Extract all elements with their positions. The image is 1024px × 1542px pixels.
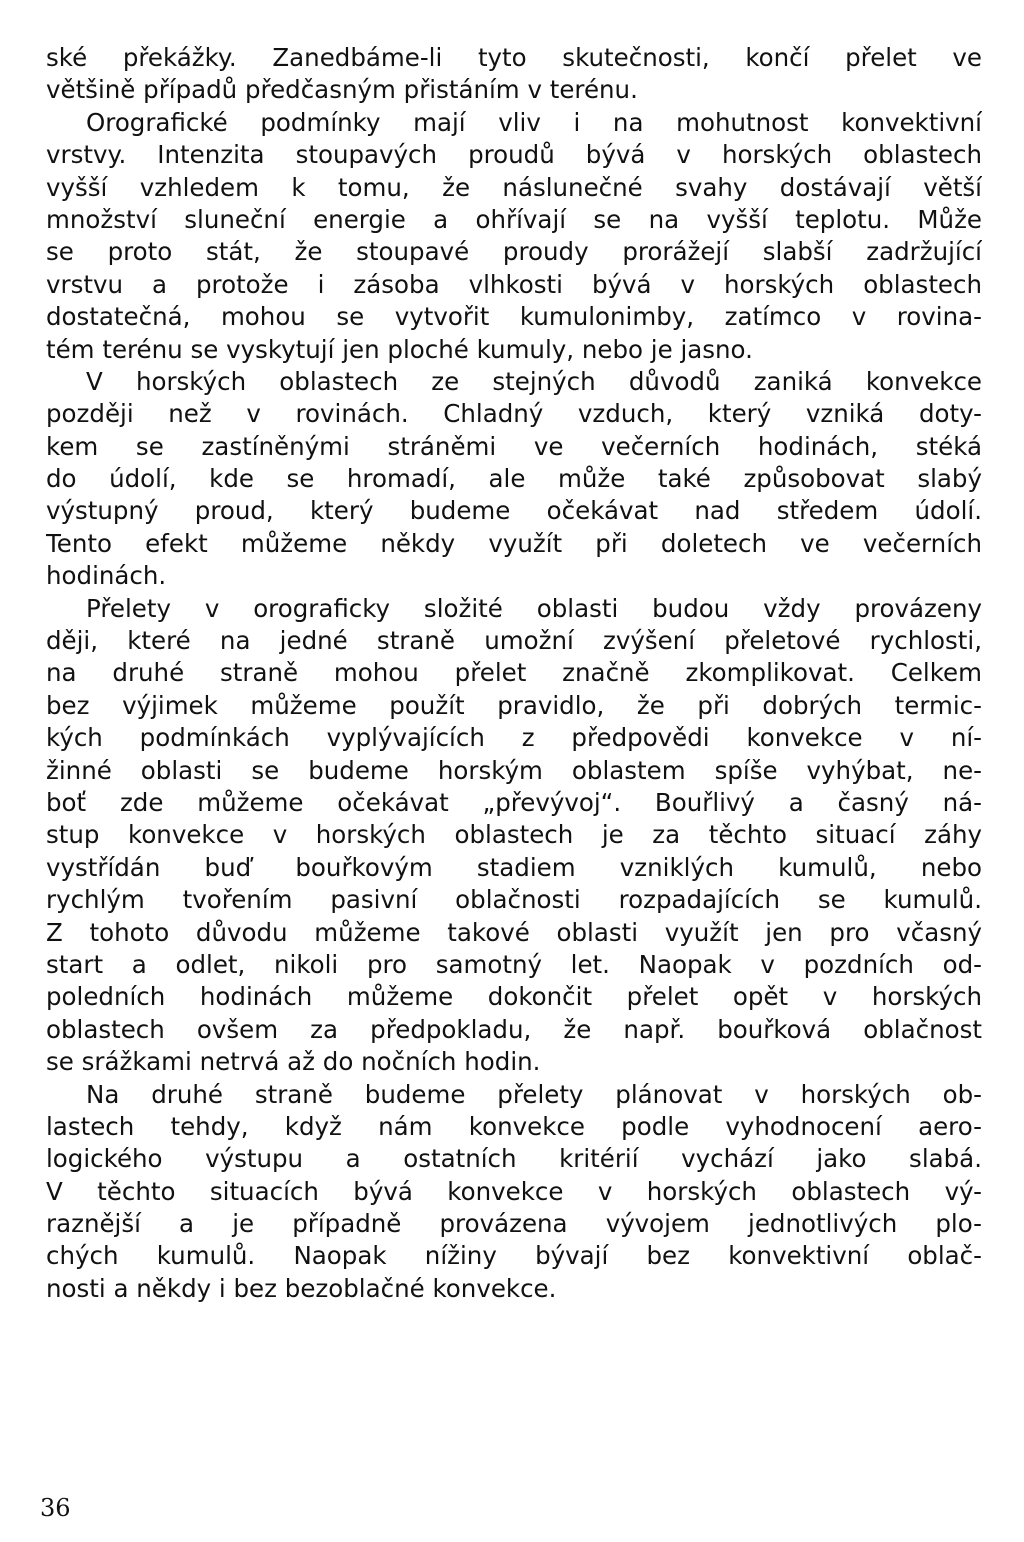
text-line: množství sluneční energie a ohřívají se na vyšší teplotu. Může: [46, 204, 982, 234]
text-line: logického výstupu a ostatních kritérií vychází jako slabá.: [46, 1144, 982, 1174]
text-line: do údolí, kde se hromadí, ale může také způsobovat slabý: [46, 464, 982, 494]
text-line: se srážkami netrvá až do nočních hodin.: [46, 1047, 541, 1077]
text-line: lastech tehdy, když nám konvekce podle vyhodnocení aero-: [46, 1111, 982, 1141]
text-line: na druhé straně mohou přelet značně zkomplikovat. Celkem: [46, 658, 982, 688]
text-line: V horských oblastech ze stejných důvodů zaniká konvekce: [86, 366, 982, 396]
text-line: vrstvy. Intenzita stoupavých proudů bývá v horských oblastech: [46, 140, 982, 170]
text-line: Z tohoto důvodu můžeme takové oblasti využít jen pro včasný: [46, 917, 982, 947]
text-line: kých podmínkách vyplývajících z předpovědi konvekce v ní-: [46, 723, 982, 753]
text-line: oblastech ovšem za předpokladu, že např. bouřková oblačnost: [46, 1014, 982, 1044]
text-line: rychlým tvořením pasivní oblačnosti rozpadajících se kumulů.: [46, 885, 982, 915]
text-line: většině případů předčasným přistáním v terénu.: [46, 75, 638, 105]
text-line: vyšší vzhledem k tomu, že náslunečné svahy dostávají větší: [46, 172, 982, 202]
text-line: raznější a je případně provázena vývojem jednotlivých plo-: [46, 1209, 982, 1239]
text-line: dostatečná, mohou se vytvořit kumulonimby, zatímco v rovina-: [46, 302, 982, 332]
text-line: start a odlet, nikoli pro samotný let. Naopak v pozdních od-: [46, 949, 982, 979]
text-line: se proto stát, že stoupavé proudy prorážejí slabší zadržující: [46, 237, 982, 267]
text-line: Na druhé straně budeme přelety plánovat v horských ob-: [86, 1079, 982, 1109]
text-line: chých kumulů. Naopak nížiny bývají bez konvektivní oblač-: [46, 1241, 982, 1271]
text-line: boť zde můžeme očekávat „převývoj“. Bouřlivý a časný ná-: [46, 787, 982, 817]
text-line: Orografické podmínky mají vliv i na mohutnost konvektivní: [86, 107, 982, 137]
text-line: Tento efekt můžeme někdy využít při doletech ve večerních: [46, 528, 982, 558]
text-line: ské překážky. Zanedbáme-li tyto skutečnosti, končí přelet ve: [46, 43, 982, 72]
text-line: nosti a někdy i bez bezoblačné konvekce.: [46, 1273, 557, 1303]
text-line: vystřídán buď bouřkovým stadiem vzniklých kumulů, nebo: [46, 852, 982, 882]
body-text: [46, 42, 982, 1305]
text-line: vrstvu a protože i zásoba vlhkosti bývá v horských oblastech: [46, 269, 982, 299]
text-line: později než v rovinách. Chladný vzduch, který vzniká doty-: [46, 399, 982, 429]
text-line: hodinách.: [46, 561, 167, 591]
text-line: ději, které na jedné straně umožní zvýšení přeletové rychlosti,: [46, 626, 982, 656]
text-line: poledních hodinách můžeme dokončit přelet opět v horských: [46, 982, 982, 1012]
text-line: výstupný proud, který budeme očekávat nad středem údolí.: [46, 496, 982, 526]
text-line: V těchto situacích bývá konvekce v horských oblastech vý-: [46, 1176, 982, 1206]
text-line: tém terénu se vyskytují jen ploché kumuly, nebo je jasno.: [46, 334, 753, 364]
text-line: kem se zastíněnými stráněmi ve večerních hodinách, stéká: [46, 431, 982, 461]
page-number: 36: [40, 1494, 71, 1522]
text-line: Přelety v orograficky složité oblasti budou vždy provázeny: [86, 593, 982, 623]
text-line: stup konvekce v horských oblastech je za těchto situací záhy: [46, 820, 982, 850]
text-line: bez výjimek můžeme použít pravidlo, že při dobrých termic-: [46, 690, 982, 720]
text-line: žinné oblasti se budeme horským oblastem spíše vyhýbat, ne-: [46, 755, 982, 785]
